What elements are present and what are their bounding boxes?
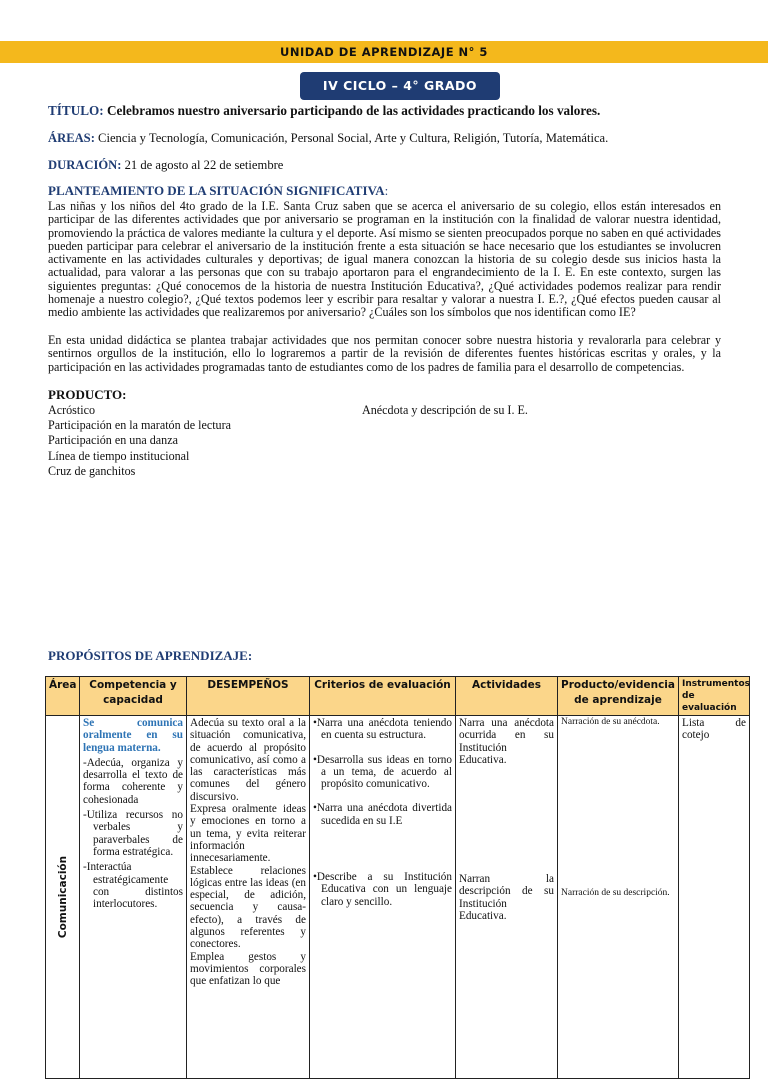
instrumento-cell	[679, 716, 750, 1079]
area-label: Comunicación	[56, 855, 69, 939]
product-item: Acróstico	[48, 403, 96, 417]
situation-paragraph-1: Las niñas y los niños del 4to grado de la I.E. Santa Cruz saben que se acerca el aniversario de su colegio, ellos están interesados en participar de las diferentes actividades que por aniversario se programan en la institución con la finalidad de valorar nuestra identidad, promoviendo la práctica de valores mediante la cultura y el deporte. Así mismo se sienten preocupados porque no saben en qué actividades pueden participar para celebrar el aniversario de la institución frente a esta situación se hace necesario que los estudiantes se involucren activamente en las actividades culturales y deportivas; de igual manera conozcan la historia de su colegio desde sus inicios hasta la actualidad, para valorar a las personas que con su trabajo aportaron para el engrandecimiento de la I. E. En este contexto, surgen las siguientes preguntas: ¿Qué conocemos de la historia de nuestra Institución Educativa?, ¿Qué actividades podemos realizar para rendir homenaje a nuestro colegio?, ¿Qué textos podemos leer y escribir para resaltar y valorar a nuestra I. E.?, ¿Qué efectos pueden causar al medio ambiente las actividades que realizaremos por aniversario? ¿Cuáles son los símbolos que nos identifican como IE?	[48, 199, 721, 320]
evidencia-item: Narración de su anécdota.	[561, 717, 660, 727]
capacidad-item: -Utiliza recursos no verbales y paraverbales de forma estratégica.	[83, 809, 183, 858]
title-value: Celebramos nuestro aniversario participando de las actividades practicando los valores.	[107, 103, 601, 118]
product-item: Participación en una danza	[48, 433, 178, 448]
situation-heading	[48, 183, 388, 199]
criterios-cell	[310, 716, 456, 1079]
desempeno-item: Emplea gestos y movimientos corporales que enfatizan lo que	[190, 950, 306, 988]
header-criterios: Criterios de evaluación	[310, 677, 456, 716]
header-desempenos: DESEMPEÑOS	[187, 677, 310, 716]
header-competencia: Competencia y capacidad	[80, 677, 187, 716]
product-item: Línea de tiempo institucional	[48, 448, 190, 463]
table-header-row	[46, 677, 750, 716]
header-actividades: Actividades	[456, 677, 558, 716]
header-instrumentos: Instrumentos de evaluación	[679, 677, 750, 716]
criterio-item: •Narra una anécdota divertida sucedida en su I.E	[313, 802, 452, 827]
table-row	[46, 716, 750, 1079]
criterio-item: •Desarrolla sus ideas en torno a un tema, de acuerdo al propósito comunicativo.	[313, 753, 452, 791]
actividad-item: Narran la descripción de su Institución Educativa.	[459, 873, 554, 923]
purposes-heading: PROPÓSITOS DE APRENDIZAJE:	[48, 648, 253, 663]
duration-line	[48, 158, 283, 173]
actividades-cell	[456, 716, 558, 1079]
header-area: Área	[46, 677, 80, 716]
product-heading: PRODUCTO:	[48, 387, 127, 402]
criterio-item: •Narra una anécdota teniendo en cuenta su estructura.	[313, 717, 452, 742]
desempenos-cell	[187, 716, 310, 1079]
desempeno-item: Expresa oralmente ideas y emociones en torno a un tema, y evita reiterar información innecesariamente.	[190, 803, 306, 865]
capacidad-item: -Interactúa estratégicamente con distintos interlocutores.	[83, 861, 183, 911]
purposes-table	[45, 676, 750, 1079]
competencia-cell	[80, 716, 187, 1079]
duration-value: 21 de agosto al 22 de setiembre	[124, 158, 284, 172]
unit-banner: UNIDAD DE APRENDIZAJE N° 5	[0, 41, 768, 63]
areas-line	[48, 131, 608, 146]
product-item: Cruz de ganchitos	[48, 463, 136, 478]
areas-value: Ciencia y Tecnología, Comunicación, Personal Social, Arte y Cultura, Religión, Tutoría, Matemática.	[98, 131, 609, 145]
capacidad-item: -Adecúa, organiza y desarrolla el texto de forma coherente y cohesionada	[83, 756, 183, 806]
product-list	[48, 403, 231, 479]
actividad-item: Narra una anécdota ocurrida en su Institución Educativa.	[459, 717, 554, 766]
product-item: Participación en la maratón de lectura	[48, 418, 232, 433]
evidencias-cell	[558, 716, 679, 1079]
title-label: TÍTULO:	[48, 103, 104, 118]
competencia-title: Se comunica oralmente en su lengua materna.	[83, 717, 183, 754]
areas-label: ÁREAS:	[48, 131, 95, 145]
area-cell	[46, 716, 80, 1079]
situation-paragraph-2: En esta unidad didáctica se plantea trabajar actividades que nos permitan conocer sobre nuestra historia y revalorarla para celebrar y sentirnos orgullos de la institución, ello lo lograremos a partir de la revisión de diferentes fuentes históricas escritas y orales, y la participación en las actividades programadas tanto de estudiantes como de los padres de familia para el desarrollo de competencias.	[48, 333, 721, 374]
product-item-right: Anécdota y descripción de su I. E.	[362, 403, 528, 417]
cycle-grade-badge: IV CICLO – 4° GRADO	[300, 72, 500, 100]
situation-heading-text: PLANTEAMIENTO DE LA SITUACIÓN SIGNIFICATIVA	[48, 183, 385, 198]
criterio-item: •Describe a su Institución Educativa con un lenguaje claro y sencillo.	[313, 871, 452, 908]
header-producto: Producto/evidencia de aprendizaje	[558, 677, 679, 716]
title-line	[48, 103, 600, 119]
desempeno-item: Adecúa su texto oral a la situación comunicativa, de acuerdo al propósito comunicativo, así como a las características más comunes del género discursivo.	[190, 717, 306, 803]
desempeno-item: Establece relaciones lógicas entre las ideas (en especial, de adición, secuencia y causa-efecto), a través de algunos referentes y conectores.	[190, 864, 306, 951]
evidencia-item: Narración de su descripción.	[561, 888, 670, 898]
duration-label: DURACIÓN:	[48, 158, 122, 172]
instrumento-value: Lista de cotejo	[682, 717, 746, 742]
situation-heading-colon: :	[384, 183, 389, 198]
